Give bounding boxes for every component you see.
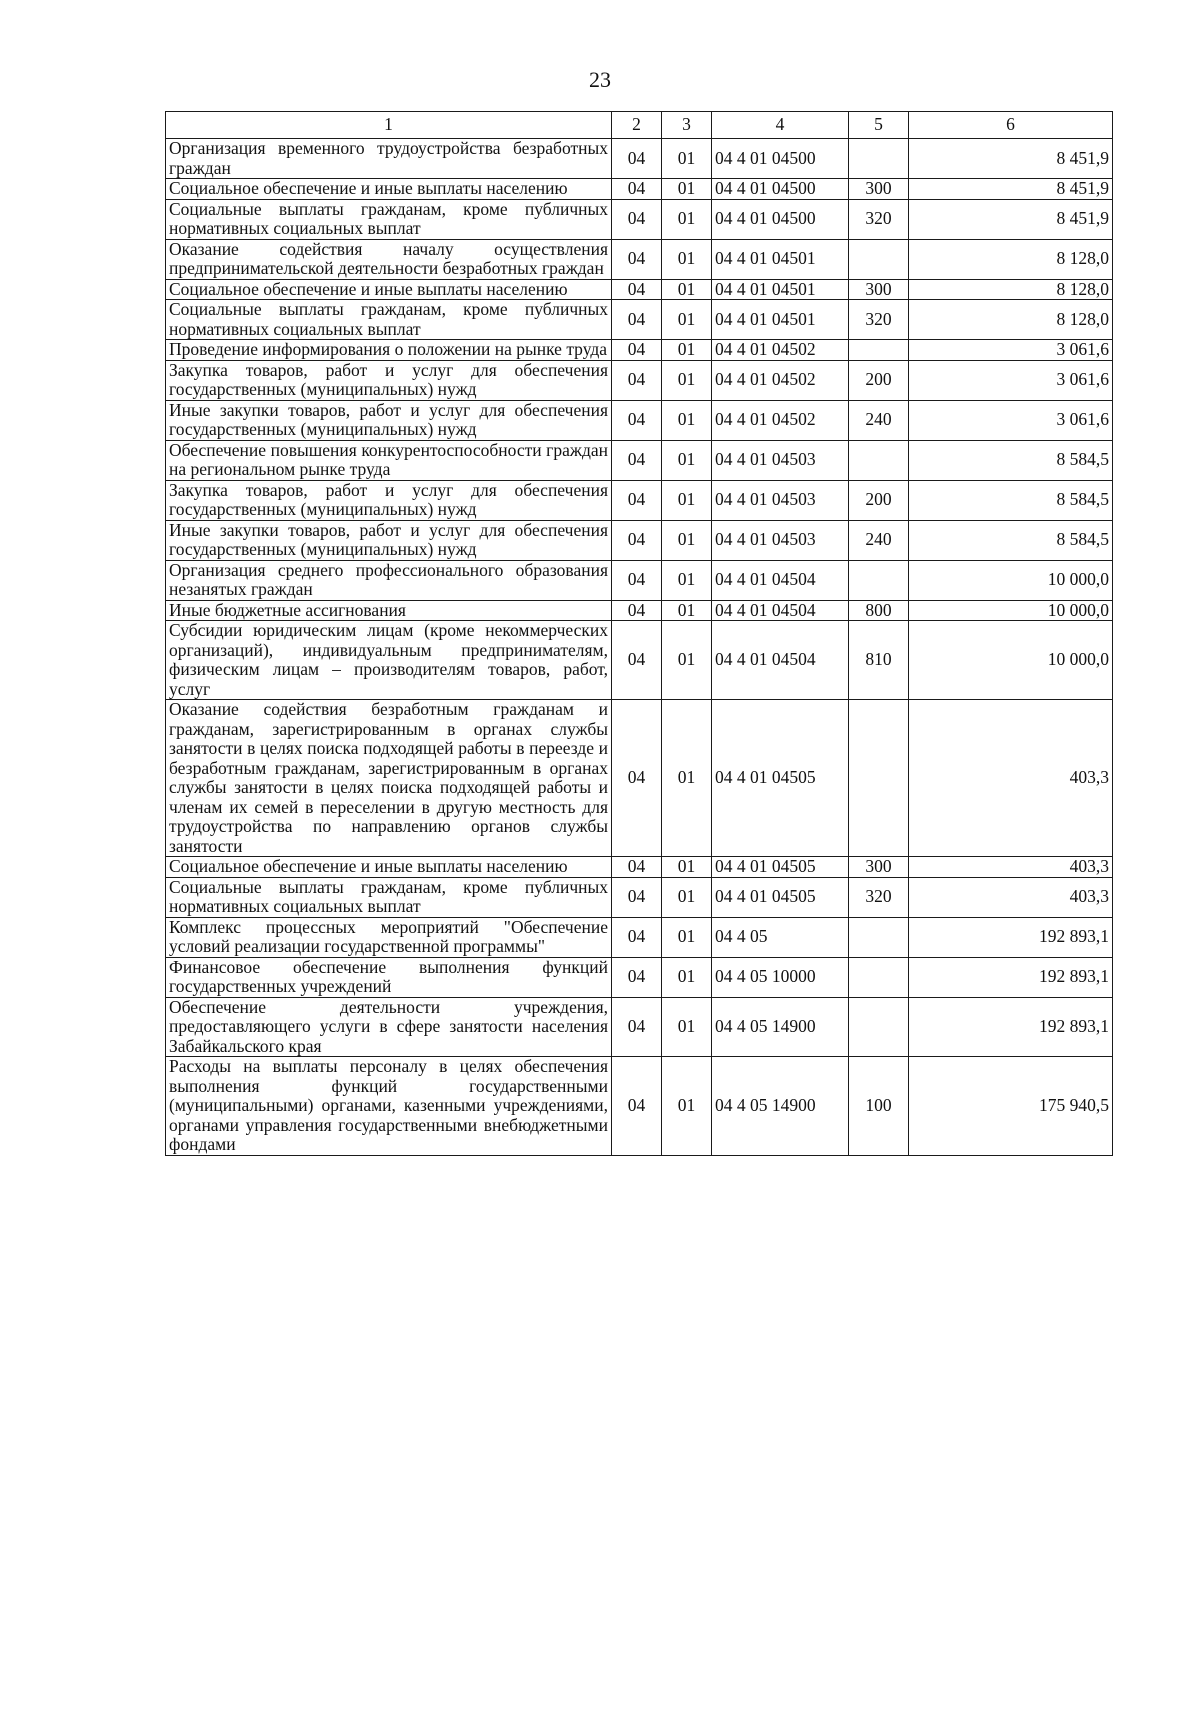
subsection-code-cell: 01 [662, 360, 712, 400]
amount-cell: 8 451,9 [909, 199, 1113, 239]
section-code-cell: 04 [612, 199, 662, 239]
section-code-cell: 04 [612, 360, 662, 400]
target-article-cell: 04 4 01 04500 [712, 199, 849, 239]
table-row [166, 1057, 1113, 1156]
subsection-code-cell: 01 [662, 300, 712, 340]
amount-cell: 3 061,6 [909, 340, 1113, 361]
table-row [166, 480, 1113, 520]
header-cell: 2 [612, 112, 662, 139]
table-row [166, 560, 1113, 600]
table-row [166, 621, 1113, 700]
expense-name-cell: Субсидии юридическим лицам (кроме некоммерческих организаций), индивидуальным предпринимателям, физическим лицам – производителям товаров, работ, услуг [166, 621, 612, 700]
section-code-cell: 04 [612, 239, 662, 279]
expense-type-cell: 320 [849, 199, 909, 239]
target-article-cell: 04 4 01 04502 [712, 340, 849, 361]
target-article-cell: 04 4 01 04501 [712, 279, 849, 300]
table-row [166, 139, 1113, 179]
header-cell: 6 [909, 112, 1113, 139]
table-row [166, 400, 1113, 440]
subsection-code-cell: 01 [662, 621, 712, 700]
table-row [166, 279, 1113, 300]
subsection-code-cell: 01 [662, 340, 712, 361]
target-article-cell: 04 4 01 04504 [712, 560, 849, 600]
expense-name-cell: Иные закупки товаров, работ и услуг для обеспечения государственных (муниципальных) нужд [166, 400, 612, 440]
header-cell: 5 [849, 112, 909, 139]
header-cell: 4 [712, 112, 849, 139]
target-article-cell: 04 4 01 04501 [712, 239, 849, 279]
section-code-cell: 04 [612, 400, 662, 440]
table-row [166, 917, 1113, 957]
table-row [166, 199, 1113, 239]
subsection-code-cell: 01 [662, 560, 712, 600]
target-article-cell: 04 4 01 04500 [712, 139, 849, 179]
target-article-cell: 04 4 05 14900 [712, 1057, 849, 1156]
subsection-code-cell: 01 [662, 997, 712, 1057]
table-row [166, 360, 1113, 400]
target-article-cell: 04 4 01 04501 [712, 300, 849, 340]
section-code-cell: 04 [612, 560, 662, 600]
expense-name-cell: Социальные выплаты гражданам, кроме публичных нормативных социальных выплат [166, 199, 612, 239]
expense-type-cell [849, 700, 909, 857]
expense-type-cell: 200 [849, 360, 909, 400]
subsection-code-cell: 01 [662, 199, 712, 239]
expense-type-cell: 300 [849, 279, 909, 300]
section-code-cell: 04 [612, 520, 662, 560]
subsection-code-cell: 01 [662, 857, 712, 878]
section-code-cell: 04 [612, 857, 662, 878]
expense-name-cell: Социальное обеспечение и иные выплаты населению [166, 279, 612, 300]
target-article-cell: 04 4 01 04505 [712, 700, 849, 857]
header-cell: 1 [166, 112, 612, 139]
amount-cell: 8 128,0 [909, 300, 1113, 340]
table-row [166, 179, 1113, 200]
expense-type-cell [849, 957, 909, 997]
section-code-cell: 04 [612, 179, 662, 200]
target-article-cell: 04 4 05 14900 [712, 997, 849, 1057]
subsection-code-cell: 01 [662, 1057, 712, 1156]
subsection-code-cell: 01 [662, 139, 712, 179]
expense-type-cell [849, 997, 909, 1057]
target-article-cell: 04 4 05 [712, 917, 849, 957]
subsection-code-cell: 01 [662, 520, 712, 560]
section-code-cell: 04 [612, 957, 662, 997]
table-row [166, 877, 1113, 917]
expense-type-cell: 100 [849, 1057, 909, 1156]
table-row [166, 700, 1113, 857]
target-article-cell: 04 4 01 04503 [712, 480, 849, 520]
amount-cell: 8 451,9 [909, 139, 1113, 179]
table-row [166, 600, 1113, 621]
table-row [166, 957, 1113, 997]
subsection-code-cell: 01 [662, 600, 712, 621]
table-row [166, 340, 1113, 361]
expense-name-cell: Финансовое обеспечение выполнения функций государственных учреждений [166, 957, 612, 997]
amount-cell: 8 584,5 [909, 520, 1113, 560]
target-article-cell: 04 4 01 04504 [712, 600, 849, 621]
amount-cell: 403,3 [909, 877, 1113, 917]
table-row [166, 997, 1113, 1057]
section-code-cell: 04 [612, 700, 662, 857]
expense-name-cell: Организация временного трудоустройства безработных граждан [166, 139, 612, 179]
header-cell: 3 [662, 112, 712, 139]
expense-name-cell: Расходы на выплаты персоналу в целях обеспечения выполнения функций государственными (муниципальными) органами, казенными учреждениями, органами управления государственными внебюджетными фондами [166, 1057, 612, 1156]
expense-type-cell: 320 [849, 300, 909, 340]
section-code-cell: 04 [612, 917, 662, 957]
subsection-code-cell: 01 [662, 179, 712, 200]
section-code-cell: 04 [612, 440, 662, 480]
expense-type-cell: 240 [849, 400, 909, 440]
amount-cell: 3 061,6 [909, 400, 1113, 440]
expense-name-cell: Организация среднего профессионального образования незанятых граждан [166, 560, 612, 600]
subsection-code-cell: 01 [662, 400, 712, 440]
expense-type-cell: 300 [849, 179, 909, 200]
subsection-code-cell: 01 [662, 279, 712, 300]
amount-cell: 10 000,0 [909, 560, 1113, 600]
expense-type-cell: 300 [849, 857, 909, 878]
amount-cell: 10 000,0 [909, 600, 1113, 621]
expense-name-cell: Оказание содействия безработным гражданам и гражданам, зарегистрированным в органах службы занятости в целях поиска подходящей работы в переезде и безработным гражданам, зарегистрированным в органах службы занятости в целях поиска подходящей работы и членам их семей в переселении в другую местность для трудоустройства по направлению органов службы занятости [166, 700, 612, 857]
expense-type-cell [849, 139, 909, 179]
amount-cell: 8 128,0 [909, 239, 1113, 279]
section-code-cell: 04 [612, 877, 662, 917]
target-article-cell: 04 4 01 04503 [712, 440, 849, 480]
section-code-cell: 04 [612, 600, 662, 621]
amount-cell: 403,3 [909, 700, 1113, 857]
target-article-cell: 04 4 01 04502 [712, 360, 849, 400]
budget-table [165, 111, 1113, 1156]
expense-type-cell [849, 440, 909, 480]
table-row [166, 239, 1113, 279]
section-code-cell: 04 [612, 279, 662, 300]
expense-type-cell [849, 560, 909, 600]
section-code-cell: 04 [612, 997, 662, 1057]
expense-name-cell: Социальные выплаты гражданам, кроме публичных нормативных социальных выплат [166, 877, 612, 917]
section-code-cell: 04 [612, 139, 662, 179]
expense-type-cell: 320 [849, 877, 909, 917]
subsection-code-cell: 01 [662, 440, 712, 480]
expense-name-cell: Проведение информирования о положении на рынке труда [166, 340, 612, 361]
expense-type-cell [849, 340, 909, 361]
section-code-cell: 04 [612, 340, 662, 361]
table-row [166, 440, 1113, 480]
section-code-cell: 04 [612, 621, 662, 700]
expense-type-cell [849, 239, 909, 279]
expense-type-cell: 240 [849, 520, 909, 560]
subsection-code-cell: 01 [662, 877, 712, 917]
subsection-code-cell: 01 [662, 480, 712, 520]
section-code-cell: 04 [612, 480, 662, 520]
amount-cell: 192 893,1 [909, 997, 1113, 1057]
subsection-code-cell: 01 [662, 957, 712, 997]
target-article-cell: 04 4 01 04505 [712, 877, 849, 917]
subsection-code-cell: 01 [662, 917, 712, 957]
expense-name-cell: Закупка товаров, работ и услуг для обеспечения государственных (муниципальных) нужд [166, 480, 612, 520]
amount-cell: 3 061,6 [909, 360, 1113, 400]
amount-cell: 10 000,0 [909, 621, 1113, 700]
amount-cell: 8 451,9 [909, 179, 1113, 200]
expense-name-cell: Иные бюджетные ассигнования [166, 600, 612, 621]
expense-name-cell: Иные закупки товаров, работ и услуг для обеспечения государственных (муниципальных) нужд [166, 520, 612, 560]
subsection-code-cell: 01 [662, 239, 712, 279]
table-row [166, 300, 1113, 340]
target-article-cell: 04 4 01 04502 [712, 400, 849, 440]
target-article-cell: 04 4 05 10000 [712, 957, 849, 997]
subsection-code-cell: 01 [662, 700, 712, 857]
amount-cell: 403,3 [909, 857, 1113, 878]
expense-name-cell: Социальное обеспечение и иные выплаты населению [166, 179, 612, 200]
expense-name-cell: Обеспечение деятельности учреждения, предоставляющего услуги в сфере занятости населения Забайкальского края [166, 997, 612, 1057]
expense-name-cell: Оказание содействия началу осуществления предпринимательской деятельности безработных граждан [166, 239, 612, 279]
page-number: 23 [589, 67, 611, 92]
table-body [166, 139, 1113, 1156]
amount-cell: 8 128,0 [909, 279, 1113, 300]
amount-cell: 8 584,5 [909, 480, 1113, 520]
target-article-cell: 04 4 01 04500 [712, 179, 849, 200]
expense-name-cell: Комплекс процессных мероприятий "Обеспечение условий реализации государственной программы" [166, 917, 612, 957]
expense-name-cell: Обеспечение повышения конкурентоспособности граждан на региональном рынке труда [166, 440, 612, 480]
section-code-cell: 04 [612, 1057, 662, 1156]
expense-type-cell [849, 917, 909, 957]
expense-name-cell: Социальные выплаты гражданам, кроме публичных нормативных социальных выплат [166, 300, 612, 340]
amount-cell: 192 893,1 [909, 917, 1113, 957]
target-article-cell: 04 4 01 04505 [712, 857, 849, 878]
expense-name-cell: Социальное обеспечение и иные выплаты населению [166, 857, 612, 878]
amount-cell: 192 893,1 [909, 957, 1113, 997]
section-code-cell: 04 [612, 300, 662, 340]
amount-cell: 8 584,5 [909, 440, 1113, 480]
amount-cell: 175 940,5 [909, 1057, 1113, 1156]
table-row [166, 520, 1113, 560]
table-row [166, 857, 1113, 878]
expense-type-cell: 800 [849, 600, 909, 621]
target-article-cell: 04 4 01 04504 [712, 621, 849, 700]
target-article-cell: 04 4 01 04503 [712, 520, 849, 560]
header-row [166, 112, 1113, 139]
expense-name-cell: Закупка товаров, работ и услуг для обеспечения государственных (муниципальных) нужд [166, 360, 612, 400]
expense-type-cell: 200 [849, 480, 909, 520]
expense-type-cell: 810 [849, 621, 909, 700]
